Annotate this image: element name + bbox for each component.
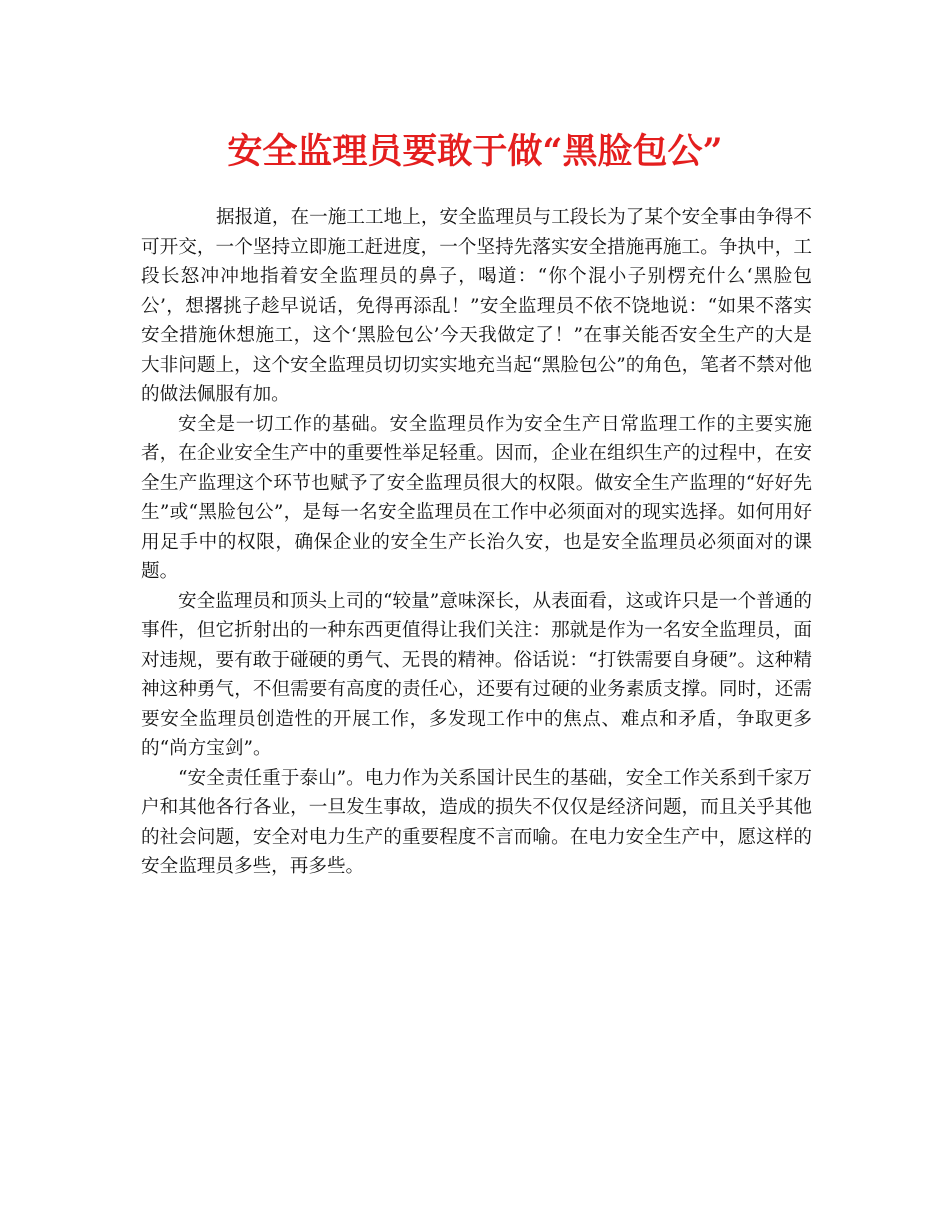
paragraph-3: 安全监理员和顶头上司的“较量”意味深长，从表面看，这或许只是一个普通的事件，但它折射出的一种东西更值得让我们关注：那就是作为一名安全监理员，面对违规，要有敢于碰硬的勇气、无畏的精神。俗话说：“打铁需要自身硬”。这种精神这种勇气，不但需要有高度的责任心，还要有过硬的业务素质支撑。同时，还需要安全监理员创造性的开展工作，多发现工作中的焦点、难点和矛盾，争取更多的“尚方宝剑”。 [141, 590, 812, 759]
paragraph-4: “安全责任重于泰山”。电力作为关系国计民生的基础，安全工作关系到千家万户和其他各行各业，一旦发生事故，造成的损失不仅仅是经济问题，而且关乎其他的社会问题，安全对电力生产的重要程度不言而喻。在电力安全生产中，愿这样的安全监理员多些，再多些。 [141, 767, 812, 877]
document-body [141, 203, 812, 882]
paragraph-1: 据报道，在一施工工地上，安全监理员与工段长为了某个安全事由争得不可开交，一个坚持立即施工赶进度，一个坚持先落实安全措施再施工。争执中，工段长怒冲冲地指着安全监理员的鼻子，喝道：“你个混小子别楞充什么‘黑脸包公’，想撂挑子趁早说话，免得再添乱！”安全监理员不依不饶地说：“如果不落实安全措施休想施工，这个‘黑脸包公’今天我做定了！”在事关能否安全生产的大是大非问题上，这个安全监理员切切实实地充当起“黑脸包公”的角色，笔者不禁对他的做法佩服有加。 [141, 207, 812, 405]
document-title: 安全监理员要敢于做“黑脸包公” [227, 131, 723, 172]
paragraph-2: 安全是一切工作的基础。安全监理员作为安全生产日常监理工作的主要实施者，在企业安全生产中的重要性举足轻重。因而，企业在组织生产的过程中，在安全生产监理这个环节也赋予了安全监理员很大的权限。做安全生产监理的“好好先生”或“黑脸包公”，是每一名安全监理员在工作中必须面对的现实选择。如何用好用足手中的权限，确保企业的安全生产长治久安，也是安全监理员必须面对的课题。 [141, 413, 812, 582]
